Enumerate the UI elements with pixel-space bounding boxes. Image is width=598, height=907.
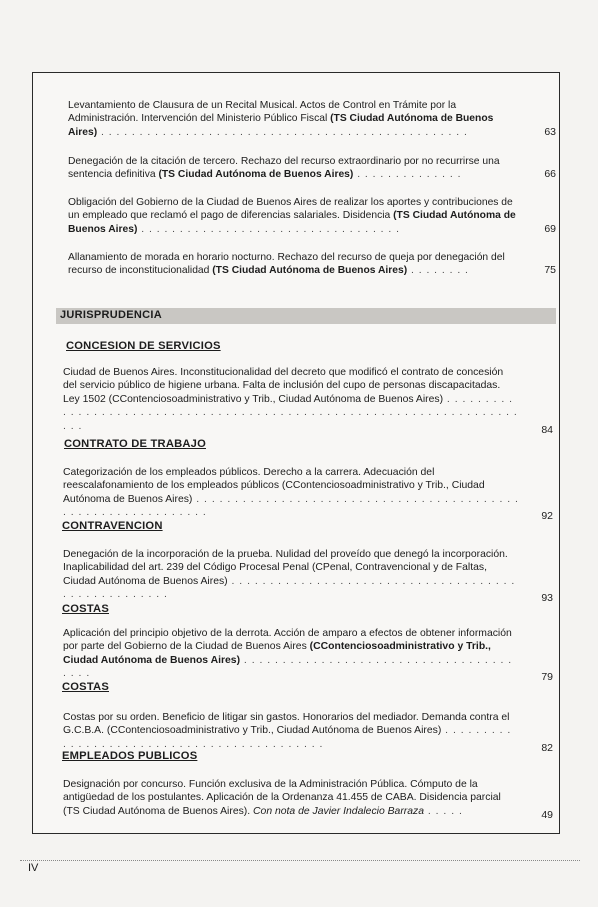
summary-entry [68, 155, 556, 182]
entry-text: Levantamiento de Clausura de un Recital Musical. Actos de Control en Trámite por la Administración. Intervención del Ministerio Público Fiscal [68, 100, 457, 125]
entry-text: Obligación del Gobierno de la Ciudad de Buenos Aires de realizar los aportes y contribuciones de un empleado que reclamó el pago de diferencias salariales. Disidencia [68, 197, 513, 222]
section-entry [63, 778, 553, 821]
summary-entry [68, 251, 556, 278]
summary-entry [68, 196, 556, 236]
leader-dots: . . . . . . . . . . . . . . [353, 169, 462, 181]
leader-dots: . . . . . . . . . . . . . . . . . . . . . . . . . . . . . . . . . . . . . . . . . . . . . . . . . . . [63, 575, 516, 601]
section-heading: COSTAS [62, 681, 109, 693]
leader-dots: . . . . . . . . [407, 265, 469, 277]
entry-page: 49 [541, 808, 553, 821]
section-entry [63, 711, 553, 754]
entry-court: (TS Ciudad Autónoma de Buenos Aires) [212, 265, 408, 277]
leader-dots: . . . . . . . . . . . . . . . . . . . . . . . . . . . . . . . . . . . . . . . [63, 654, 513, 680]
section-entry [63, 366, 553, 436]
section-entry [63, 466, 553, 523]
entry-text: Allanamiento de morada en horario nocturno. Rechazo del recurso de queja por denegación del recurso de inconstitucionalidad [68, 252, 505, 277]
entry-page: 93 [541, 592, 553, 605]
entry-page: 66 [544, 168, 556, 181]
entry-note: Con nota de Javier Indalecio Barraza [253, 805, 424, 817]
leader-dots: . . . . . . . . . . . . . . . . . . . . . . . . . . . . . . . . . . [137, 223, 400, 235]
section-band [56, 308, 556, 324]
entry-page: 75 [544, 264, 556, 277]
entry-text: Denegación de la citación de tercero. Rechazo del recurso extraordinario por no recurrirse una sentencia definitiva [68, 156, 500, 181]
entry-court: (TS Ciudad Autónoma de Buenos Aires) [68, 210, 516, 235]
leader-dots: . . . . . . . . . . . . . . . . . . . . . . . . . . . . . . . . . . . . . . . . . . . . . . . . . . . . . . . . . . . . . . . . . . . . . . . [63, 393, 518, 432]
leader-dots: . . . . . . . . . . . . . . . . . . . . . . . . . . . . . . . . . . . . . . . . . . . . . . . . [97, 126, 468, 138]
entry-text: Ciudad de Buenos Aires. Inconstitucionalidad del decreto que modificó el contrato de concesión del servicio público de higiene urbana. Falta de inclusión del cupo de personas discapacitadas. Ley 1502 (CContenciosoadministrativo y Trib., Ciudad Autónoma de Buenos Aires) [63, 367, 504, 405]
section-entry [63, 627, 553, 684]
section-heading: CONTRATO DE TRABAJO [64, 438, 206, 450]
entry-text: Aplicación del principio objetivo de la derrota. Acción de amparo a efectos de obtener información por parte del Gobierno de la Ciudad de Buenos Aires [63, 628, 512, 653]
leader-dots: . . . . . . . . . . . . . . . . . . . . . . . . . . . . . . . . . . . . . . . . . . . . . . . . . . . . . . . . . . . . . [63, 493, 519, 519]
entry-text: Designación por concurso. Función exclusiva de la Administración Pública. Cómputo de la antigüedad de los postulantes. Aplicación de la Ordenanza 41.455 de CABA. Disidencia parcial (TS Ciudad Autónoma de Buenos Aires). [63, 779, 501, 817]
page-number: IV [28, 862, 39, 874]
entry-text: Categorización de los empleados públicos. Derecho a la carrera. Adecuación del reescalafonamiento de los empleados públicos (CContenciosoadministrativo y Trib., Ciudad Autónoma de Buenos Aires) [63, 467, 485, 505]
section-heading: EMPLEADOS PUBLICOS [62, 750, 198, 762]
section-heading: CONCESION DE SERVICIOS [66, 340, 221, 352]
entry-page: 92 [541, 510, 553, 523]
leader-dots: . . . . . . . . . . . . . . . . . . . . . . . . . . . . . . . . . . . . . . . . . . . [63, 725, 512, 750]
entry-page: 84 [541, 423, 553, 436]
entry-page: 63 [544, 125, 556, 138]
entry-page: 79 [541, 671, 553, 684]
entry-text: Costas por su orden. Beneficio de litigar sin gastos. Honorarios del mediador. Demanda contra el G.C.B.A. (CContenciosoadministrativo y Trib., Ciudad Autónoma de Buenos Aires) [63, 712, 510, 737]
entry-page: 69 [544, 222, 556, 235]
entry-court: (TS Ciudad Autónoma de Buenos Aires) [68, 113, 494, 138]
entry-page: 82 [541, 741, 553, 754]
section-heading: CONTRAVENCION [62, 520, 163, 532]
leader-dots: . . . . . [424, 805, 463, 817]
section-entry [63, 548, 553, 605]
entry-court: (TS Ciudad Autónoma de Buenos Aires) [158, 169, 354, 181]
entry-text: Denegación de la incorporación de la prueba. Nulidad del proveído que denegó la incorporación. Inaplicabilidad del art. 239 del Código Procesal Penal (CPenal, Contravencional y de Faltas, Ciudad Autónoma de Buenos Aires) [63, 549, 508, 587]
summary-entry [68, 99, 556, 139]
section-heading: COSTAS [62, 603, 109, 615]
bottom-divider [20, 860, 580, 861]
section-band-label: JURISPRUDENCIA [60, 309, 162, 321]
entry-court: (CContenciosoadministrativo y Trib., Ciudad Autónoma de Buenos Aires) [63, 641, 491, 666]
